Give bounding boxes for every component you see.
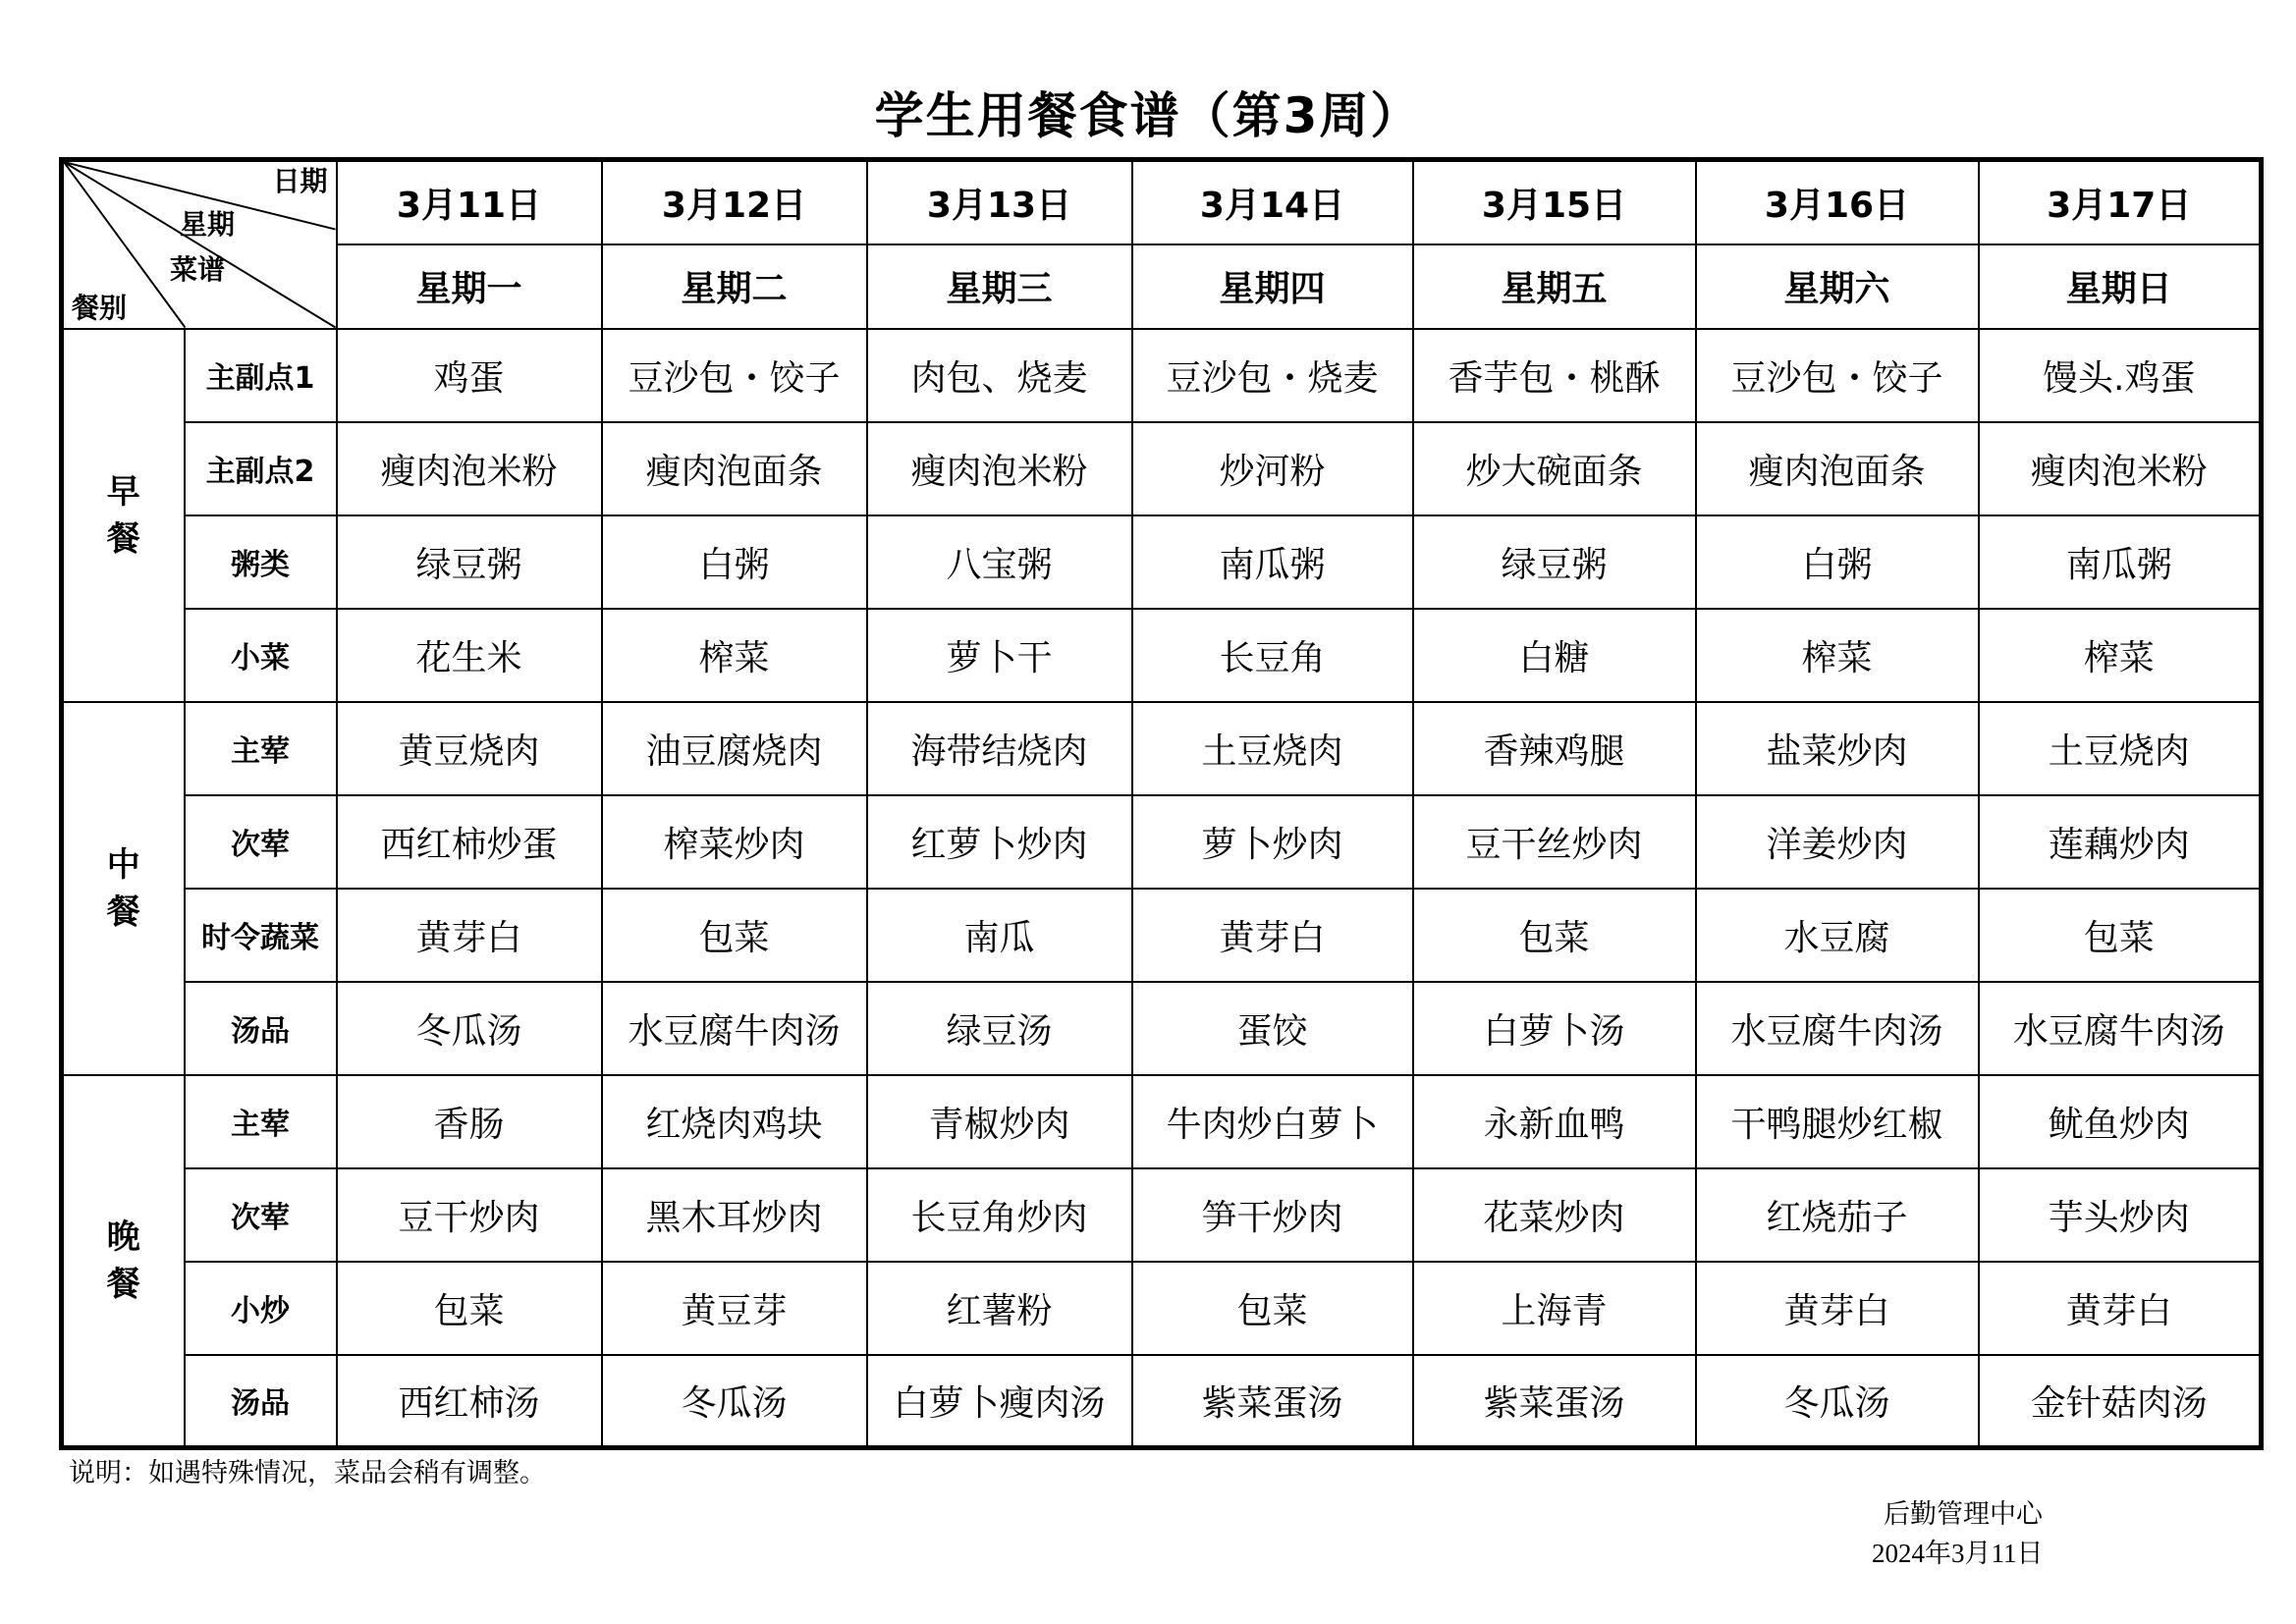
meal-name-cell <box>62 702 185 1075</box>
date-header: 3月17日 <box>1979 160 2262 244</box>
dish-cell: 土豆烧肉 <box>1132 702 1413 795</box>
dish-cell: 盐菜炒肉 <box>1696 702 1979 795</box>
dish-cell: 瘦肉泡面条 <box>1696 422 1979 515</box>
dish-cell: 红薯粉 <box>867 1262 1132 1355</box>
dish-cell: 水豆腐牛肉汤 <box>1696 982 1979 1075</box>
weekday-header: 星期三 <box>867 244 1132 329</box>
dish-cell: 绿豆汤 <box>867 982 1132 1075</box>
dish-cell: 南瓜粥 <box>1132 515 1413 609</box>
dish-cell: 黄豆烧肉 <box>337 702 602 795</box>
dish-cell: 鱿鱼炒肉 <box>1979 1075 2262 1168</box>
menu-row <box>62 609 2262 702</box>
page-title: 学生用餐食谱（第3周） <box>874 87 1422 144</box>
dish-cell: 西红柿炒蛋 <box>337 795 602 889</box>
meal-name-char: 早 <box>106 471 140 512</box>
dish-cell: 冬瓜汤 <box>1696 1355 1979 1448</box>
weekday-header: 星期二 <box>602 244 867 329</box>
dish-cell: 花生米 <box>337 609 602 702</box>
dish-cell: 炒河粉 <box>1132 422 1413 515</box>
dish-cell: 青椒炒肉 <box>867 1075 1132 1168</box>
dish-cell: 榨菜 <box>1979 609 2262 702</box>
menu-table <box>59 157 2264 1450</box>
meal-name-char: 中 <box>106 844 140 885</box>
category-cell: 主副点1 <box>185 329 337 422</box>
dish-cell: 土豆烧肉 <box>1979 702 2262 795</box>
dish-cell: 花菜炒肉 <box>1413 1168 1696 1262</box>
date-header: 3月12日 <box>602 160 867 244</box>
dish-cell: 肉包、烧麦 <box>867 329 1132 422</box>
department-signature: 后勤管理中心 <box>1884 1499 2043 1530</box>
category-cell: 粥类 <box>185 515 337 609</box>
dish-cell: 八宝粥 <box>867 515 1132 609</box>
dish-cell: 紫菜蛋汤 <box>1413 1355 1696 1448</box>
dish-cell: 黄芽白 <box>1979 1262 2262 1355</box>
dish-cell: 瘦肉泡面条 <box>602 422 867 515</box>
dish-cell: 红萝卜炒肉 <box>867 795 1132 889</box>
category-cell: 汤品 <box>185 982 337 1075</box>
dish-cell: 永新血鸭 <box>1413 1075 1696 1168</box>
dish-cell: 南瓜粥 <box>1979 515 2262 609</box>
meal-name-char: 餐 <box>106 518 140 559</box>
dish-cell: 黑木耳炒肉 <box>602 1168 867 1262</box>
dish-cell: 瘦肉泡米粉 <box>867 422 1132 515</box>
dish-cell: 长豆角炒肉 <box>867 1168 1132 1262</box>
date-row <box>62 160 2262 244</box>
dish-cell: 白粥 <box>602 515 867 609</box>
dish-cell: 南瓜 <box>867 889 1132 982</box>
weekday-header: 星期五 <box>1413 244 1696 329</box>
dish-cell: 豆干丝炒肉 <box>1413 795 1696 889</box>
dish-cell: 白萝卜瘦肉汤 <box>867 1355 1132 1448</box>
menu-row <box>62 329 2262 422</box>
dish-cell: 上海青 <box>1413 1262 1696 1355</box>
category-cell: 小菜 <box>185 609 337 702</box>
dish-cell: 黄芽白 <box>337 889 602 982</box>
dish-cell: 豆干炒肉 <box>337 1168 602 1262</box>
dish-cell: 黄芽白 <box>1132 889 1413 982</box>
dish-cell: 萝卜炒肉 <box>1132 795 1413 889</box>
weekday-header: 星期四 <box>1132 244 1413 329</box>
dish-cell: 冬瓜汤 <box>602 1355 867 1448</box>
menu-row <box>62 795 2262 889</box>
dish-cell: 香辣鸡腿 <box>1413 702 1696 795</box>
dish-cell: 香芋包・桃酥 <box>1413 329 1696 422</box>
category-cell: 主荤 <box>185 702 337 795</box>
dish-cell: 炒大碗面条 <box>1413 422 1696 515</box>
category-cell: 主荤 <box>185 1075 337 1168</box>
dish-cell: 莲藕炒肉 <box>1979 795 2262 889</box>
category-cell: 主副点2 <box>185 422 337 515</box>
category-cell: 次荤 <box>185 1168 337 1262</box>
dish-cell: 包菜 <box>1413 889 1696 982</box>
category-cell: 汤品 <box>185 1355 337 1448</box>
dish-cell: 包菜 <box>1132 1262 1413 1355</box>
dish-cell: 西红柿汤 <box>337 1355 602 1448</box>
dish-cell: 绿豆粥 <box>1413 515 1696 609</box>
dish-cell: 干鸭腿炒红椒 <box>1696 1075 1979 1168</box>
weekday-row <box>62 244 2262 329</box>
dish-cell: 红烧茄子 <box>1696 1168 1979 1262</box>
corner-menu-label: 菜谱 <box>170 253 226 286</box>
dish-cell: 黄芽白 <box>1696 1262 1979 1355</box>
date-header: 3月13日 <box>867 160 1132 244</box>
dish-cell: 蛋饺 <box>1132 982 1413 1075</box>
dish-cell: 白粥 <box>1696 515 1979 609</box>
menu-row <box>62 1262 2262 1355</box>
dish-cell: 鸡蛋 <box>337 329 602 422</box>
dish-cell: 包菜 <box>602 889 867 982</box>
meal-name-char: 晚 <box>106 1217 140 1257</box>
signature-date: 2024年3月11日 <box>1872 1539 2044 1568</box>
menu-row <box>62 422 2262 515</box>
dish-cell: 水豆腐牛肉汤 <box>602 982 867 1075</box>
dish-cell: 洋姜炒肉 <box>1696 795 1979 889</box>
meal-name-char: 餐 <box>106 1264 140 1304</box>
dish-cell: 馒头.鸡蛋 <box>1979 329 2262 422</box>
dish-cell: 香肠 <box>337 1075 602 1168</box>
meal-name-cell <box>62 329 185 702</box>
dish-cell: 包菜 <box>337 1262 602 1355</box>
dish-cell: 紫菜蛋汤 <box>1132 1355 1413 1448</box>
dish-cell: 水豆腐牛肉汤 <box>1979 982 2262 1075</box>
dish-cell: 榨菜 <box>1696 609 1979 702</box>
dish-cell: 水豆腐 <box>1696 889 1979 982</box>
meal-name-char: 餐 <box>106 892 140 932</box>
weekday-header: 星期六 <box>1696 244 1979 329</box>
dish-cell: 豆沙包・饺子 <box>602 329 867 422</box>
dish-cell: 豆沙包・烧麦 <box>1132 329 1413 422</box>
dish-cell: 榨菜 <box>602 609 867 702</box>
dish-cell: 榨菜炒肉 <box>602 795 867 889</box>
dish-cell: 笋干炒肉 <box>1132 1168 1413 1262</box>
dish-cell: 豆沙包・饺子 <box>1696 329 1979 422</box>
weekday-header: 星期一 <box>337 244 602 329</box>
menu-row <box>62 1355 2262 1448</box>
weekday-header: 星期日 <box>1979 244 2262 329</box>
dish-cell: 红烧肉鸡块 <box>602 1075 867 1168</box>
category-cell: 次荤 <box>185 795 337 889</box>
menu-row <box>62 1168 2262 1262</box>
dish-cell: 长豆角 <box>1132 609 1413 702</box>
corner-date-label: 日期 <box>272 165 328 197</box>
menu-body <box>62 329 2262 1448</box>
dish-cell: 白萝卜汤 <box>1413 982 1696 1075</box>
dish-cell: 冬瓜汤 <box>337 982 602 1075</box>
corner-week-label: 星期 <box>180 208 236 241</box>
dish-cell: 黄豆芽 <box>602 1262 867 1355</box>
dish-cell: 白糖 <box>1413 609 1696 702</box>
dish-cell: 芋头炒肉 <box>1979 1168 2262 1262</box>
dish-cell: 油豆腐烧肉 <box>602 702 867 795</box>
dish-cell: 萝卜干 <box>867 609 1132 702</box>
category-cell: 小炒 <box>185 1262 337 1355</box>
dish-cell: 瘦肉泡米粉 <box>1979 422 2262 515</box>
dish-cell: 海带结烧肉 <box>867 702 1132 795</box>
menu-row <box>62 702 2262 795</box>
menu-row <box>62 1075 2262 1168</box>
dish-cell: 瘦肉泡米粉 <box>337 422 602 515</box>
menu-row <box>62 515 2262 609</box>
menu-row <box>62 982 2262 1075</box>
corner-header <box>62 160 337 329</box>
date-header: 3月16日 <box>1696 160 1979 244</box>
date-header: 3月15日 <box>1413 160 1696 244</box>
corner-meal-label: 餐别 <box>72 291 128 324</box>
date-header: 3月11日 <box>337 160 602 244</box>
category-cell: 时令蔬菜 <box>185 889 337 982</box>
dish-cell: 绿豆粥 <box>337 515 602 609</box>
menu-row <box>62 889 2262 982</box>
dish-cell: 金针菇肉汤 <box>1979 1355 2262 1448</box>
date-header: 3月14日 <box>1132 160 1413 244</box>
dish-cell: 牛肉炒白萝卜 <box>1132 1075 1413 1168</box>
note-text: 说明：如遇特殊情况，菜品会稍有调整。 <box>69 1458 546 1489</box>
meal-name-cell <box>62 1075 185 1448</box>
dish-cell: 包菜 <box>1979 889 2262 982</box>
